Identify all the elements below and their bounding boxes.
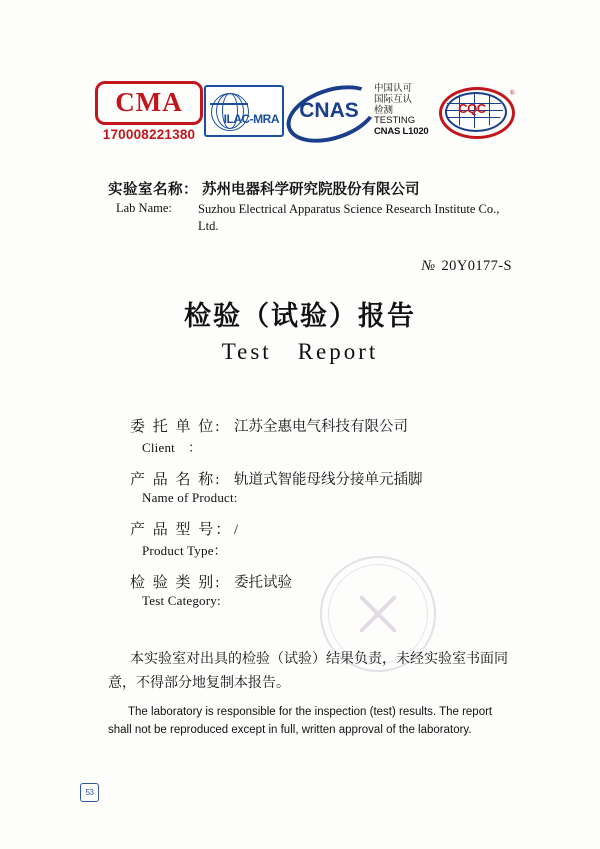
field-test-category [130,571,530,609]
cma-logo [95,81,203,142]
registered-trademark-icon: ® [509,89,515,97]
cnas-accreditation-text [374,84,436,137]
cnas-logo [285,86,373,136]
lab-name-en-row [108,201,508,235]
cma-logo-letters: CMA [115,87,183,117]
ilac-mra-logo [204,85,284,137]
report-number [421,258,512,275]
field-client-value: 江苏全惠电气科技有限公司 [234,419,408,435]
field-product-name [130,468,530,506]
report-fields [130,415,530,621]
field-product-type-value: / [234,522,239,538]
field-product-type-label-cn: 产 品 型 号： [130,522,233,538]
lab-name-cn-row [108,178,508,199]
lab-name-label-cn: 实验室名称： [108,182,198,198]
cqc-logo-letters: CQC [458,101,486,116]
cnas-line-4: TESTING [374,115,416,127]
field-test-category-value: 委托试验 [234,575,292,591]
field-client-label-en: Client ： [142,440,202,455]
lab-name-value-cn: 苏州电器科学研究院股份有限公司 [202,182,420,198]
field-product-name-value: 轨道式智能母线分接单元插脚 [234,472,423,488]
page-number-stamp: 53 [80,783,99,802]
cnas-line-1: 中国认可 [374,83,413,95]
field-test-category-line [130,571,530,592]
ilac-logo-label: ILAC-MRA [223,112,279,126]
disclaimer-cn: 本实验室对出具的检验（试验）结果负责，未经实验室书面同意，不得部分地复制本报告。 [108,652,508,691]
disclaimer-en: The laboratory is responsible for the inspection (test) results. The report shall not be reproduced except in full, written approval of the laboratory. [108,706,493,736]
report-number-value: 20Y0177-S [441,258,512,274]
field-client [130,415,530,456]
cnas-accreditation-code: CNAS L1020 [374,125,429,137]
lab-name-value-en: Suzhou Electrical Apparatus Science Research Institute Co., Ltd. [198,202,500,233]
field-product-name-label-en: Name of Product: [142,490,238,505]
field-product-type [130,518,530,559]
field-client-label-cn: 委 托 单 位: [130,419,222,435]
cnas-line-2: 国际互认 [374,94,413,106]
laboratory-name-block [108,178,508,235]
lab-name-label-en: Lab Name: [116,201,172,215]
field-product-type-line [130,518,530,539]
cma-logo-number: 170008221380 [102,126,196,142]
field-product-name-label-cn: 产 品 名 称: [130,472,222,488]
page-title-cn: 检验（试验）报告 [184,301,416,331]
cma-logo-box [95,81,203,125]
field-product-type-label-en: Product Type： [142,543,227,558]
page-title-en: Test Report [221,339,379,364]
field-product-name-line [130,468,530,489]
field-client-line [130,415,530,436]
accreditation-logo-row [95,78,515,144]
ilac-bar [210,103,248,105]
number-symbol: № [421,258,436,274]
cnas-logo-word: CNAS [299,99,359,122]
cnas-line-3: 检测 [374,104,394,116]
field-test-category-label-en: Test Category: [142,593,221,608]
cqc-logo [437,85,515,137]
field-test-category-label-cn: 检 验 类 别: [130,575,222,591]
